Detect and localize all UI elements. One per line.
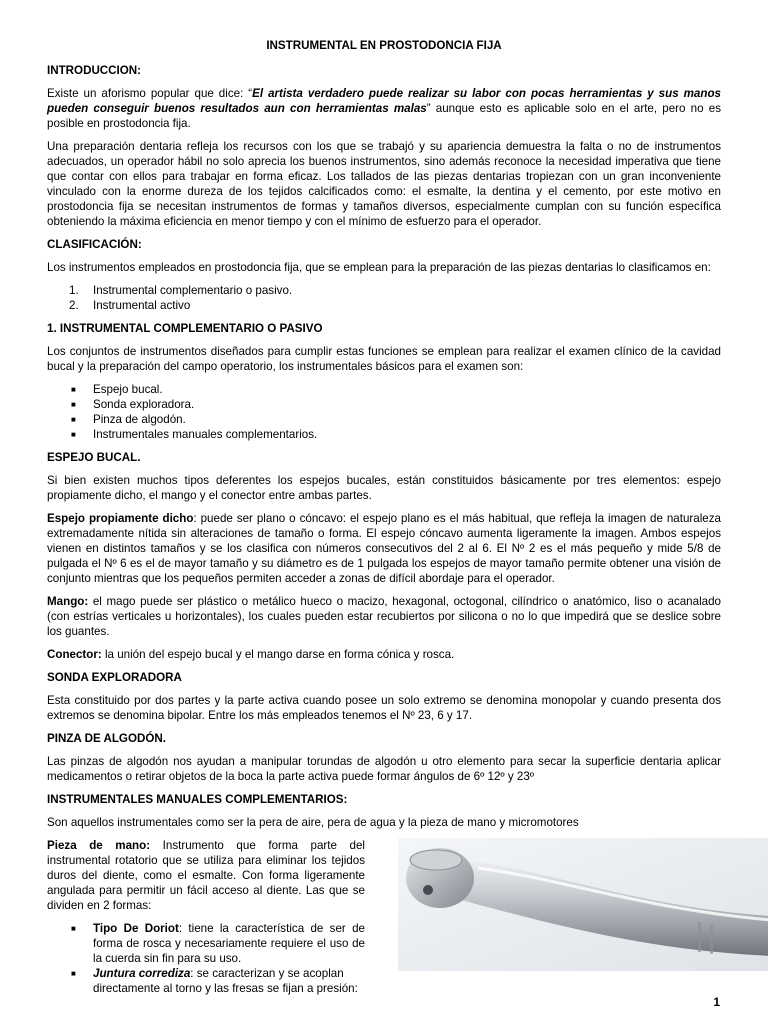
bullet-icon: ■ [71,385,76,394]
pinza-paragraph: Las pinzas de algodón nos ayudan a manipular torundas de algodón u otro elemento para secar la superficie dentaria aplicar medicamentos o retirar objetos de la boca la parte activa puede formar ángulos de 6º 12º y 23º [47,755,721,783]
list-item [47,283,721,298]
espejo-paragraph-3 [47,594,721,639]
term-text: : tiene la característica de ser de forma de rosca y necesariamente requiere el uso de la cuerda sin fin para su uso. [93,922,365,965]
clasificacion-heading: CLASIFICACIÓN: [47,238,142,251]
intro-post: ” aunque esto es aplicable solo en el arte, pero no es posible en prostodoncia fija. [47,102,721,130]
handpiece-head-top [410,850,462,870]
section-1-list [47,382,721,442]
term-label: Espejo propiamente dicho [47,512,194,525]
intro-quote: El artista verdadero puede realizar su labor con pocas herramientas y sus manos pueden conseguir buenos resultados aun con herramientas malas [47,87,721,115]
document-title: INSTRUMENTAL EN PROSTODONCIA FIJA [266,39,502,52]
intro-paragraph-2: Una preparación dentaria refleja los recursos con los que se trabajó y su apariencia demuestra la falta o no de instrumentos adecuados, un operador hábil no solo aprecia los buenos instrumentos, sino además reconoce la necesidad imperativa que tiene que contar con ellos para trabajar en forma eficaz. Los tallados de las piezas dentarias tropiezan con un gran inconveniente vinculado con la enorme dureza de los tejidos calcificados como: el esmalte, la dentina y el cemento, por este motivo en prostodoncia fija se necesitan instrumentos de formas y tamaños diversos, especialmente cumplan con su función específica obteniendo la máxima eficiencia en menor tiempo y con el mínimo de esfuerzo para el operador. [47,140,721,228]
espejo-heading: ESPEJO BUCAL. [47,451,141,464]
list-item [47,966,365,996]
sonda-paragraph: Esta constituido por dos partes y la parte activa cuando posee un solo extremo se denomina monopolar y cuando presenta dos extremos se denomina bipolar. Entre los más empleados tenemos el Nº 23, 6 y 17. [47,694,721,722]
sonda-heading: SONDA EXPLORADORA [47,671,182,684]
term-text: : puede ser plano o cóncavo: el espejo plano es el más habitual, que refleja la imagen de naturaleza extremadamente nítida sin alteraciones de tamaño o forma. El espejo cóncavo aumenta ligeramente la imagen. Ambos espejos vienen en distintos tamaños y se los clasifica con números consecutivos del 2 al 6. El Nº 2 es el más pequeño y mide 5/8 de pulgada el Nº 6 es el de mayor tamaño y su diámetro es de 1 pulgada los espejos de mayor tamaño permite obtener una visión de conjunto mientras que los pequeños permiten acceder a zonas de difícil abordaje para el operador. [47,512,721,585]
term-label: Pieza de mano: [47,839,151,852]
handpiece-nozzle [423,885,433,895]
term-label: Tipo De Doriot [93,922,179,935]
intro-paragraph-1 [47,86,721,131]
list-item [47,412,721,427]
term-text: la unión del espejo bucal y el mango darse en forma cónica y rosca. [101,648,455,661]
list-number: 2. [69,299,79,312]
list-item [47,427,721,442]
term-text: el mago puede ser plástico o metálico hueco o macizo, hexagonal, octogonal, cilíndrico o anatómico, liso o acanalado (con estrías verticales u horizontales), los cuales pueden estar recubiertos por silicona o no lo que impedirá que se deslice sobre los guantes. [47,595,721,638]
list-text: Pinza de algodón. [93,413,186,426]
pinza-heading: PINZA DE ALGODÓN. [47,732,166,745]
section-1-paragraph: Los conjuntos de instrumentos diseñados para cumplir estas funciones se emplean para realizar el examen clínico de la cavidad bucal y la preparación del campo operatorio, los instrumentales básicos para el examen son: [47,345,721,373]
list-item [47,382,721,397]
pieza-de-mano-text [47,838,365,1004]
clasificacion-list [47,283,721,313]
list-number: 1. [69,284,79,297]
pieza-list [47,921,365,996]
bullet-icon: ■ [71,430,76,439]
bullet-icon: ■ [71,969,76,978]
intro-heading: INTRODUCCION: [47,64,142,77]
manuales-paragraph: Son aquellos instrumentales como ser la pera de aire, pera de agua y la pieza de mano y micromotores [47,816,579,829]
pieza-de-mano-section [47,838,721,995]
list-item [47,397,721,412]
term-label: Conector: [47,648,102,661]
espejo-paragraph-4 [47,647,721,662]
bullet-icon: ■ [71,400,76,409]
handpiece-ring [710,924,713,954]
list-item [47,298,721,313]
handpiece-ring [698,922,701,952]
page-number: 1 [713,995,720,1009]
term-label: Mango: [47,595,89,608]
list-item [47,921,365,966]
list-text: Instrumental complementario o pasivo. [93,284,293,297]
term-text: Instrumento que forma parte del instrumental rotatorio que se utiliza para eliminar los tejidos duros del diente, como el esmalte. Con forma ligeramente angulada para permitir un fácil acceso al diente. Las que se dividen en 2 formas: [47,839,366,912]
list-text: Sonda exploradora. [93,398,195,411]
list-text: Espejo bucal. [93,383,163,396]
document-page [47,38,721,995]
intro-pre: Existe un aforismo popular que dice: “ [47,87,253,100]
term-text: : se caracterizan y se acoplan directamente al torno y las fresas se fijan a presión: [93,967,358,995]
espejo-paragraph-2 [47,511,721,586]
handpiece-photo [398,838,768,971]
pieza-paragraph [47,838,365,913]
term-label: Juntura corrediza [93,967,191,980]
bullet-icon: ■ [71,924,76,933]
list-text: Instrumentales manuales complementarios. [93,428,318,441]
espejo-paragraph-1: Si bien existen muchos tipos deferentes los espejos bucales, están constituidos básicamente por tres elementos: espejo propiamente dicho, el mango y el conector entre ambas partes. [47,474,721,502]
section-1-heading: 1. INSTRUMENTAL COMPLEMENTARIO O PASIVO [47,322,323,335]
clasificacion-paragraph: Los instrumentos empleados en prostodoncia fija, que se emplean para la preparación de las piezas dentarias lo clasificamos en: [47,261,711,274]
bullet-icon: ■ [71,415,76,424]
list-text: Instrumental activo [93,299,191,312]
manuales-heading: INSTRUMENTALES MANUALES COMPLEMENTARIOS: [47,793,348,806]
